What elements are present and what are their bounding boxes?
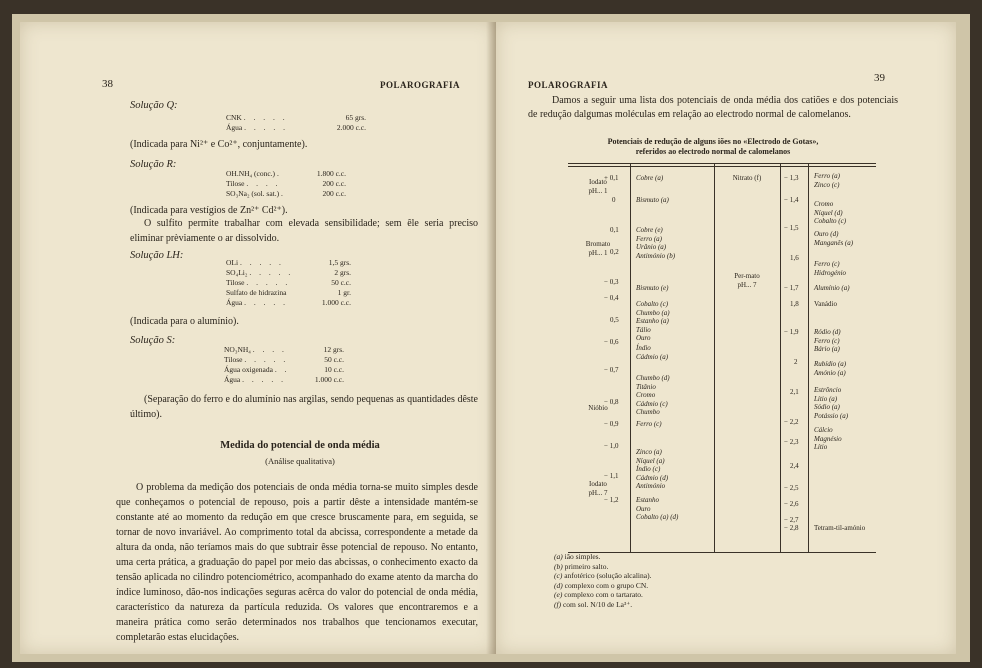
- potential-value: − 1,9: [784, 328, 799, 336]
- species-group: Cálcio Magnésio Lítio: [814, 426, 842, 451]
- solution-s-note: (Separação do ferro e do alumínio nas argilas, sendo pequenas as quantidades dêste último).: [130, 394, 478, 420]
- potential-value: − 1,4: [784, 196, 799, 204]
- running-head-right: POLAROGRAFIA: [528, 80, 608, 90]
- species-group: Estanho Ouro Cobalto (a) (d): [636, 496, 679, 521]
- table-row: Água oxigenada . . 10 c.c.: [224, 365, 344, 374]
- table-row: SO₃Na₂ (sol. sat.) . 200 c.c.: [226, 189, 346, 198]
- species-group: Cobre (e) Ferro (a) Urânio (a) Antimónio (b): [636, 226, 676, 260]
- table-row: Tilose . . . . 200 c.c.: [226, 179, 346, 188]
- species-group: Ferro (a) Zinco (c): [814, 172, 840, 189]
- footnote: (c) anfotérico (solução alcalina).: [554, 571, 652, 580]
- species-group: Cobre (a): [636, 174, 664, 182]
- species-group: Alumínio (a): [814, 284, 850, 292]
- species-group: Ferro (c) Hidrogénio: [814, 260, 847, 277]
- potential-value: − 1,2: [604, 496, 619, 504]
- species-group: Cobalto (c) Chumbo (a) Estanho (a) Tálio Ouro: [636, 300, 670, 342]
- footnotes: [554, 552, 651, 609]
- table-divider: [714, 164, 715, 552]
- table-divider: [630, 164, 631, 552]
- potential-value: 0,5: [610, 316, 619, 324]
- footnote: (f) com sol. N/10 de La³⁺.: [554, 599, 633, 609]
- potential-value: − 2,7: [784, 516, 799, 524]
- potential-value: 2,4: [790, 462, 799, 470]
- table-row-label: Iodato pH... 1: [588, 178, 608, 195]
- right-page: [496, 22, 956, 654]
- table-row-label: Nitrato (f): [732, 174, 762, 182]
- species-group: Chumbo (d) Titânio Cromo Cádmio (c) Chumbo: [636, 374, 670, 416]
- species-group: Tetram-til-amónio: [814, 524, 866, 532]
- solution-r-table: [226, 169, 346, 199]
- table-top-rule: [568, 163, 876, 164]
- intro-paragraph: Damos a seguir uma lista dos potenciais de onda média dos catiões e dos potenciais de redução dalgumas moléculas em relação ao electrodo normal de calomelanos.: [528, 95, 898, 120]
- solution-q-note: (Indicada para Ni²⁺ e Co²⁺, conjuntamente).: [130, 139, 308, 150]
- book-spread: [12, 14, 970, 662]
- potential-value: − 2,2: [784, 418, 799, 426]
- table-row: Água . . . . . 1.000 c.c.: [226, 298, 351, 307]
- table-row: OH.NH₄ (conc.) . 1.800 c.c.: [226, 169, 346, 178]
- species-group: Rubídio (a) Amónio (a): [814, 360, 847, 377]
- solution-r-paragraph: O sulfito permite trabalhar com elevada sensibilidade; sem êle seria preciso eliminar prèviamente o ar dissolvido.: [130, 218, 478, 244]
- solution-lh-label: Solução LH:: [130, 250, 184, 261]
- potential-value: 0,2: [610, 248, 619, 256]
- potential-value: − 2,8: [784, 524, 799, 532]
- table-row-label: Per-mato pH... 7: [734, 272, 760, 289]
- species-group: Ródio (d) Ferro (c) Bário (a): [814, 328, 841, 353]
- solution-lh-table: [226, 258, 351, 308]
- potential-value: − 1,1: [604, 472, 619, 480]
- table-title-line-1: Potenciais de redução de alguns iões no «Electrodo de Gotas»,: [607, 137, 819, 146]
- table-row: SO₄Li₂ . . . . . 2 grs.: [226, 268, 351, 277]
- table-row-label: Iodato pH... 7: [588, 480, 608, 497]
- potential-value: − 0,3: [604, 278, 619, 286]
- table-divider: [780, 164, 781, 552]
- solution-lh-note: (Indicada para o alumínio).: [130, 316, 239, 327]
- table-row: Tilose . . . . . 50 c.c.: [226, 278, 351, 287]
- footnote: (d) complexo com o grupo CN.: [554, 580, 649, 590]
- solution-q-label: Solução Q:: [130, 100, 178, 111]
- species-group: Índio Cádmio (a): [636, 344, 669, 361]
- potential-value: − 1,3: [784, 174, 799, 182]
- potential-value: − 0,7: [604, 366, 619, 374]
- table-row-label: Bromato pH... 1: [585, 240, 611, 257]
- footnote: (b) primeiro salto.: [554, 561, 609, 571]
- solution-r-label: Solução R:: [130, 159, 177, 170]
- table-top-rule-2: [568, 166, 876, 167]
- potential-value: 2,1: [790, 388, 799, 396]
- species-group: Ferro (c): [636, 420, 662, 428]
- species-group: Cromo Níquel (d) Cobalto (c): [814, 200, 847, 225]
- table-row: OLi . . . . . 1,5 grs.: [226, 258, 351, 267]
- potential-value: − 0,9: [604, 420, 619, 428]
- potential-value: 1,6: [790, 254, 799, 262]
- page-number-right: 39: [874, 72, 885, 84]
- solution-r-note: (Indicada para vestígios de Zn²⁺ Cd²⁺).: [130, 205, 288, 216]
- table-row: CNK . . . . . 65 grs.: [226, 113, 366, 122]
- table-row: NO₃NH₄ . . . . 12 grs.: [224, 345, 344, 354]
- section-title: Medida do potencial de onda média: [220, 440, 380, 451]
- left-page: [20, 22, 496, 654]
- table-row: Sulfato de hidrazina 1 gr.: [226, 288, 351, 297]
- species-group: Vanádio: [814, 300, 837, 308]
- table-row: Tilose . . . . . 50 c.c.: [224, 355, 344, 364]
- potential-value: − 0,6: [604, 338, 619, 346]
- solution-q-table: [226, 113, 366, 133]
- running-head-left: POLAROGRAFIA: [380, 80, 460, 90]
- potential-value: 1,8: [790, 300, 799, 308]
- table-row-label: Nióbio: [588, 404, 608, 412]
- footnote: (a) ião simples.: [554, 552, 601, 561]
- table-row: Água . . . . . 2.000 c.c.: [226, 123, 366, 132]
- table-title-line-2: referidos ao electrodo normal de calomelanos: [635, 147, 791, 156]
- table-divider: [808, 164, 809, 552]
- potential-value: + 0,1: [604, 174, 619, 182]
- solution-s-table: [224, 345, 344, 385]
- potential-value: 0,1: [610, 226, 619, 234]
- potential-value: − 0,8: [604, 398, 619, 406]
- potential-value: − 1,0: [604, 442, 619, 450]
- potential-value: − 2,3: [784, 438, 799, 446]
- table-row: Água . . . . . 1.000 c.c.: [224, 375, 344, 384]
- potential-value: 2: [794, 358, 798, 366]
- potential-value: − 1,7: [784, 284, 799, 292]
- species-group: Ouro (d) Manganês (a): [814, 230, 854, 247]
- potential-value: − 2,6: [784, 500, 799, 508]
- potential-value: − 1,5: [784, 224, 799, 232]
- potential-value: − 0,4: [604, 294, 619, 302]
- section-subtitle: (Análise qualitativa): [265, 456, 335, 466]
- species-group: Bismuto (e): [636, 284, 669, 292]
- species-group: Bismuto (a): [636, 196, 669, 204]
- species-group: Estrôncio Lítio (a) Sódio (a) Potássio (a): [814, 386, 849, 420]
- potential-value: 0: [612, 196, 616, 204]
- body-paragraph: O problema da medição dos potenciais de onda média torna-se muito simples desde que conheçamos o potencial de repouso, pois a partir dêste a intensidade mantém-se constante até ao momento da redução em que cresce bruscamente para, em seguida, se tornar de novo invariável. Ao comprimento total da abcissa, correspondente a metade da altura da onda, não teríamos mais do que subtrair êsse potencial de repouso. No entanto, uma certa prática, a graduação do papel por meio das abcissas, o conhecimento exacto da tensão aplicada no cilindro potenciométrico, acompanhado do exame atento da marcha do índice luminoso, dão-nos indicações seguras acêrca do valor do potencial de onda média, característico da natureza da partícula reduzida. Os valores que encontraremos e a maneira prática como serão determinados nos trabalhos que tencionamos executar, completarão estas elucidações.: [116, 482, 478, 643]
- species-group: Zinco (a) Níquel (a) Índio (c) Cádmio (d) Antimónio: [636, 448, 669, 490]
- footnote: (e) complexo com o tartarato.: [554, 590, 643, 599]
- solution-s-label: Solução S:: [130, 335, 176, 346]
- page-number-left: 38: [102, 78, 113, 90]
- potential-value: − 2,5: [784, 484, 799, 492]
